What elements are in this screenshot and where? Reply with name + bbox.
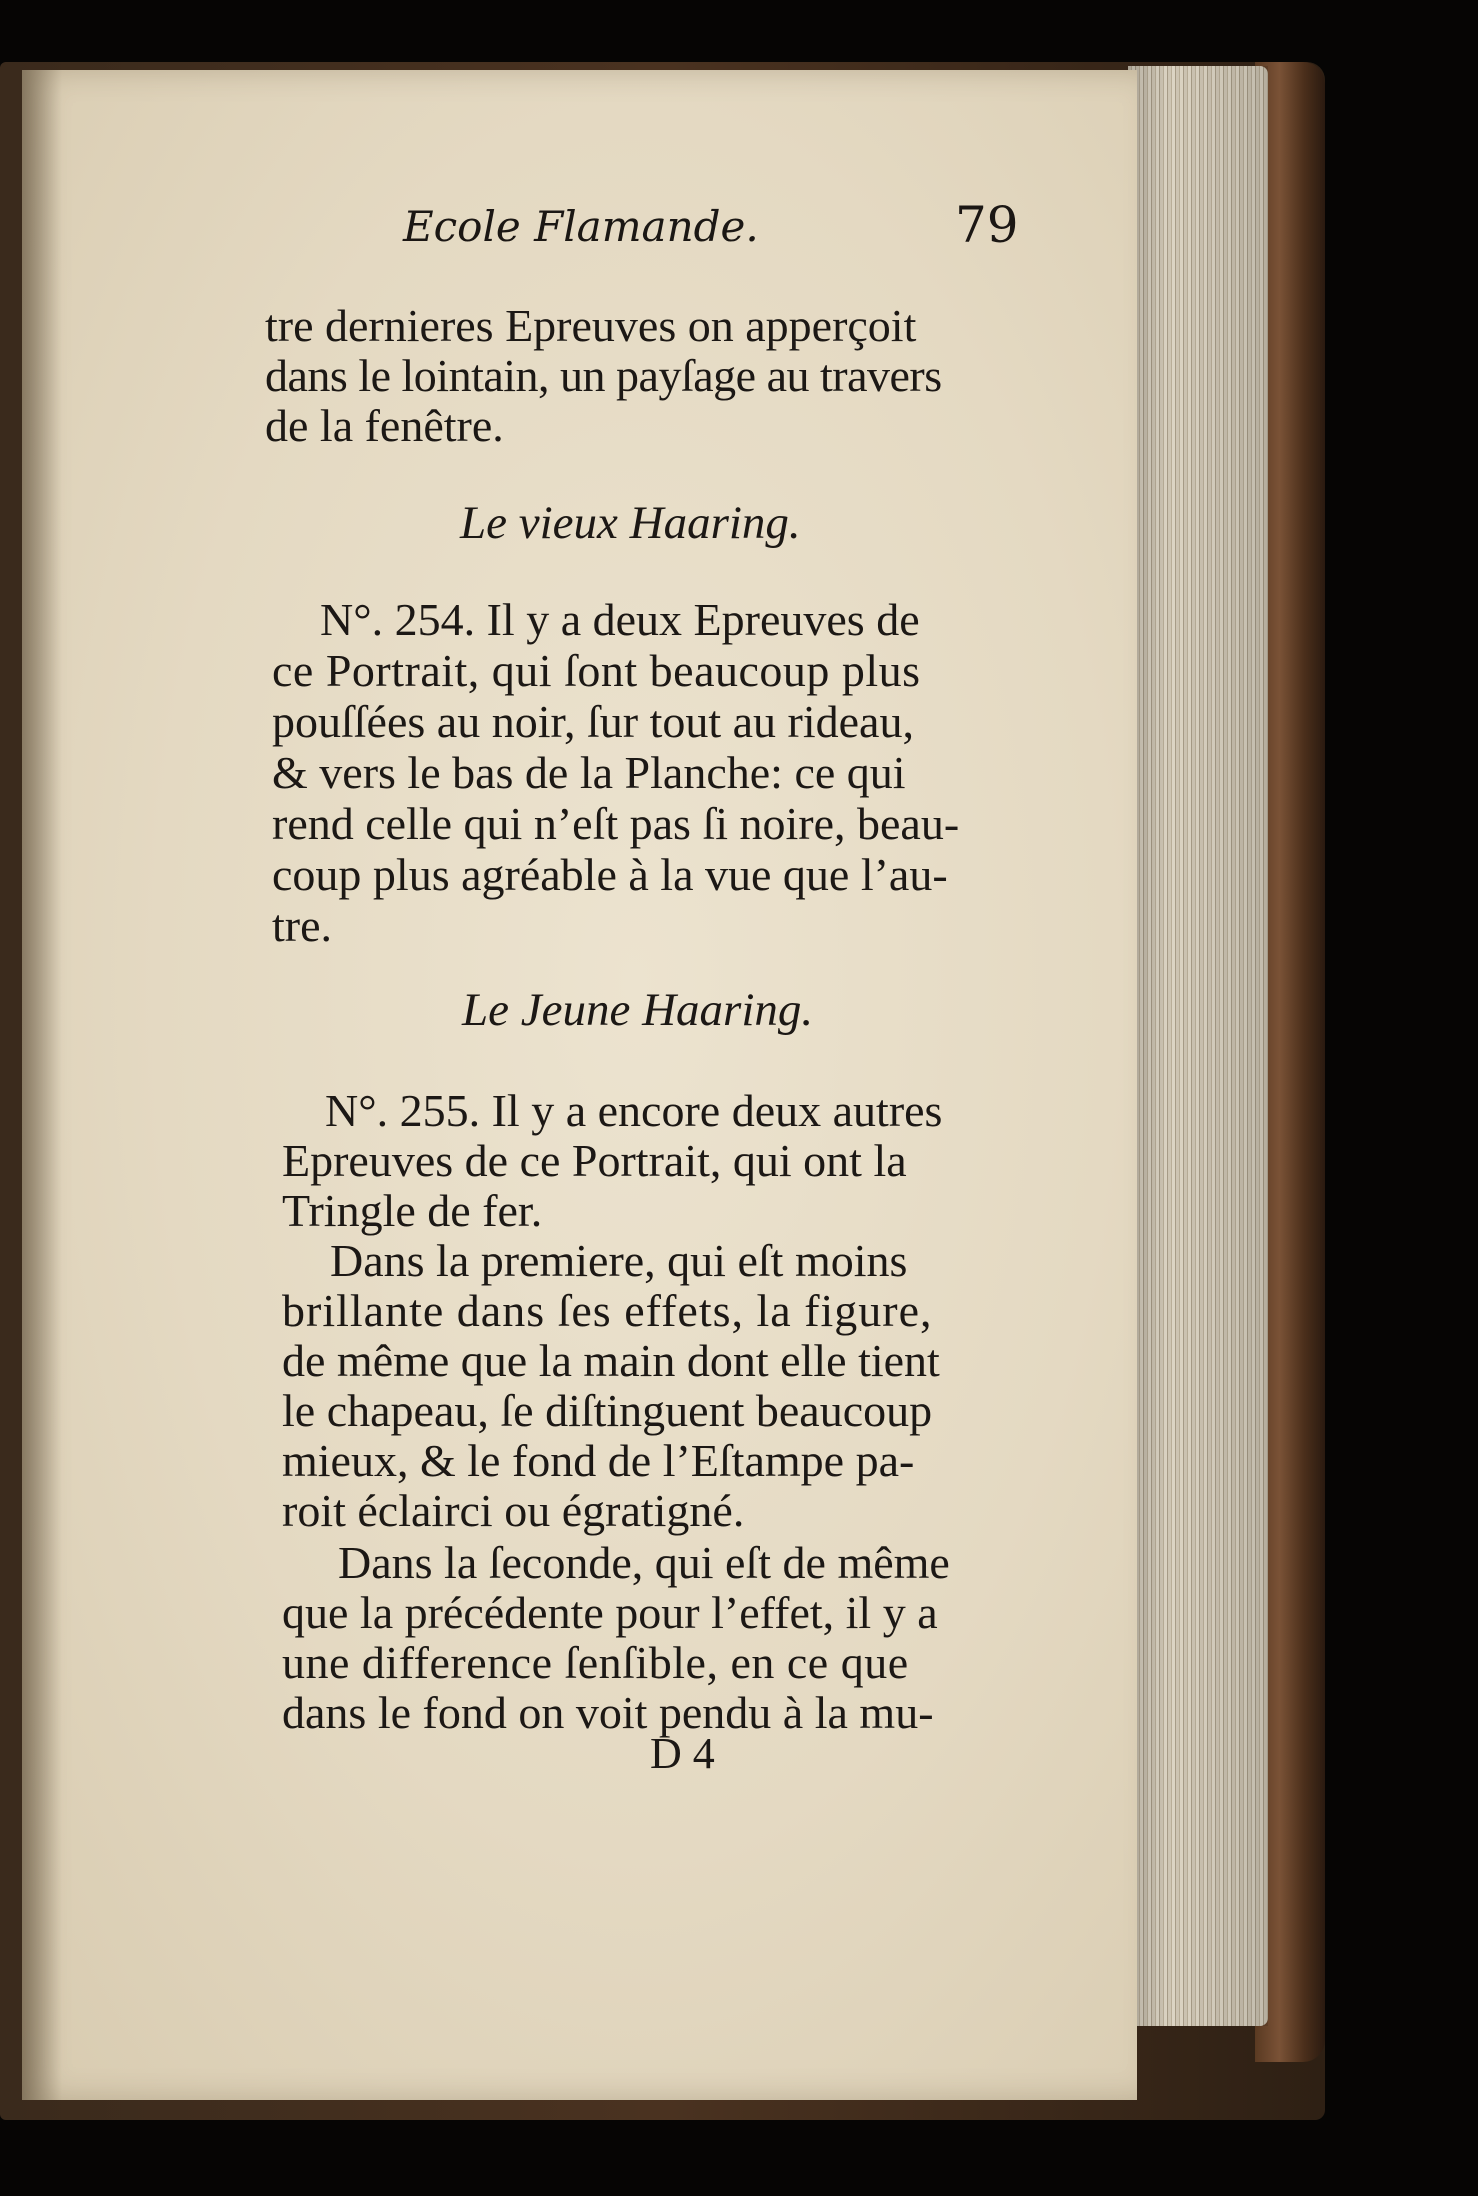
text-line: tre dernieres Epreuves on apperçoit <box>265 300 917 351</box>
signature-mark: D 4 <box>650 1729 715 1778</box>
text-line: de même que la main dont elle tient <box>282 1335 940 1386</box>
text-line: dans le fond on voit pendu à la mu- <box>282 1687 934 1738</box>
running-title: Ecole Flamande. <box>403 202 759 251</box>
text-line: une difference ſenſible, en ce que <box>282 1637 909 1688</box>
text-line: dans le lointain, un payſage au travers <box>265 350 942 401</box>
text-line: ce Portrait, qui ſont beaucoup plus <box>272 645 921 696</box>
text-line: tre. <box>272 900 333 951</box>
text-line: pouſſées au noir, ſur tout au rideau, <box>272 696 914 747</box>
text-line: Dans la ſeconde, qui eſt de même <box>338 1537 950 1588</box>
page-number: 79 <box>955 196 1019 254</box>
section-title: Le Jeune Haaring. <box>462 984 814 1036</box>
text-line: brillante dans ſes effets, la figure, <box>282 1285 933 1336</box>
text-line: Tringle de fer. <box>282 1185 543 1236</box>
text-line: le chapeau, ſe diſtinguent beaucoup <box>282 1385 933 1436</box>
text-line: de la fenêtre. <box>265 400 504 451</box>
section-title: Le vieux Haaring. <box>460 497 801 549</box>
text-line: mieux, & le fond de l’Eſtampe pa- <box>282 1435 915 1486</box>
gutter-shadow <box>22 70 62 2100</box>
text-line: Dans la premiere, qui eſt moins <box>330 1235 908 1286</box>
text-line: N°. 254. Il y a deux Epreuves de <box>320 594 920 645</box>
text-line: & vers le bas de la Planche: ce qui <box>272 747 906 798</box>
text-line: que la précédente pour l’effet, il y a <box>282 1587 938 1638</box>
text-line: coup plus agréable à la vue que l’au- <box>272 849 948 900</box>
page-fore-edge-shade <box>1128 66 1268 2026</box>
text-line: rend celle qui n’eſt pas ſi noire, beau- <box>272 798 960 849</box>
text-line: N°. 255. Il y a encore deux autres <box>325 1085 943 1136</box>
text-line: Epreuves de ce Portrait, qui ont la <box>282 1135 907 1186</box>
text-line: roit éclairci ou égratigné. <box>282 1485 745 1536</box>
